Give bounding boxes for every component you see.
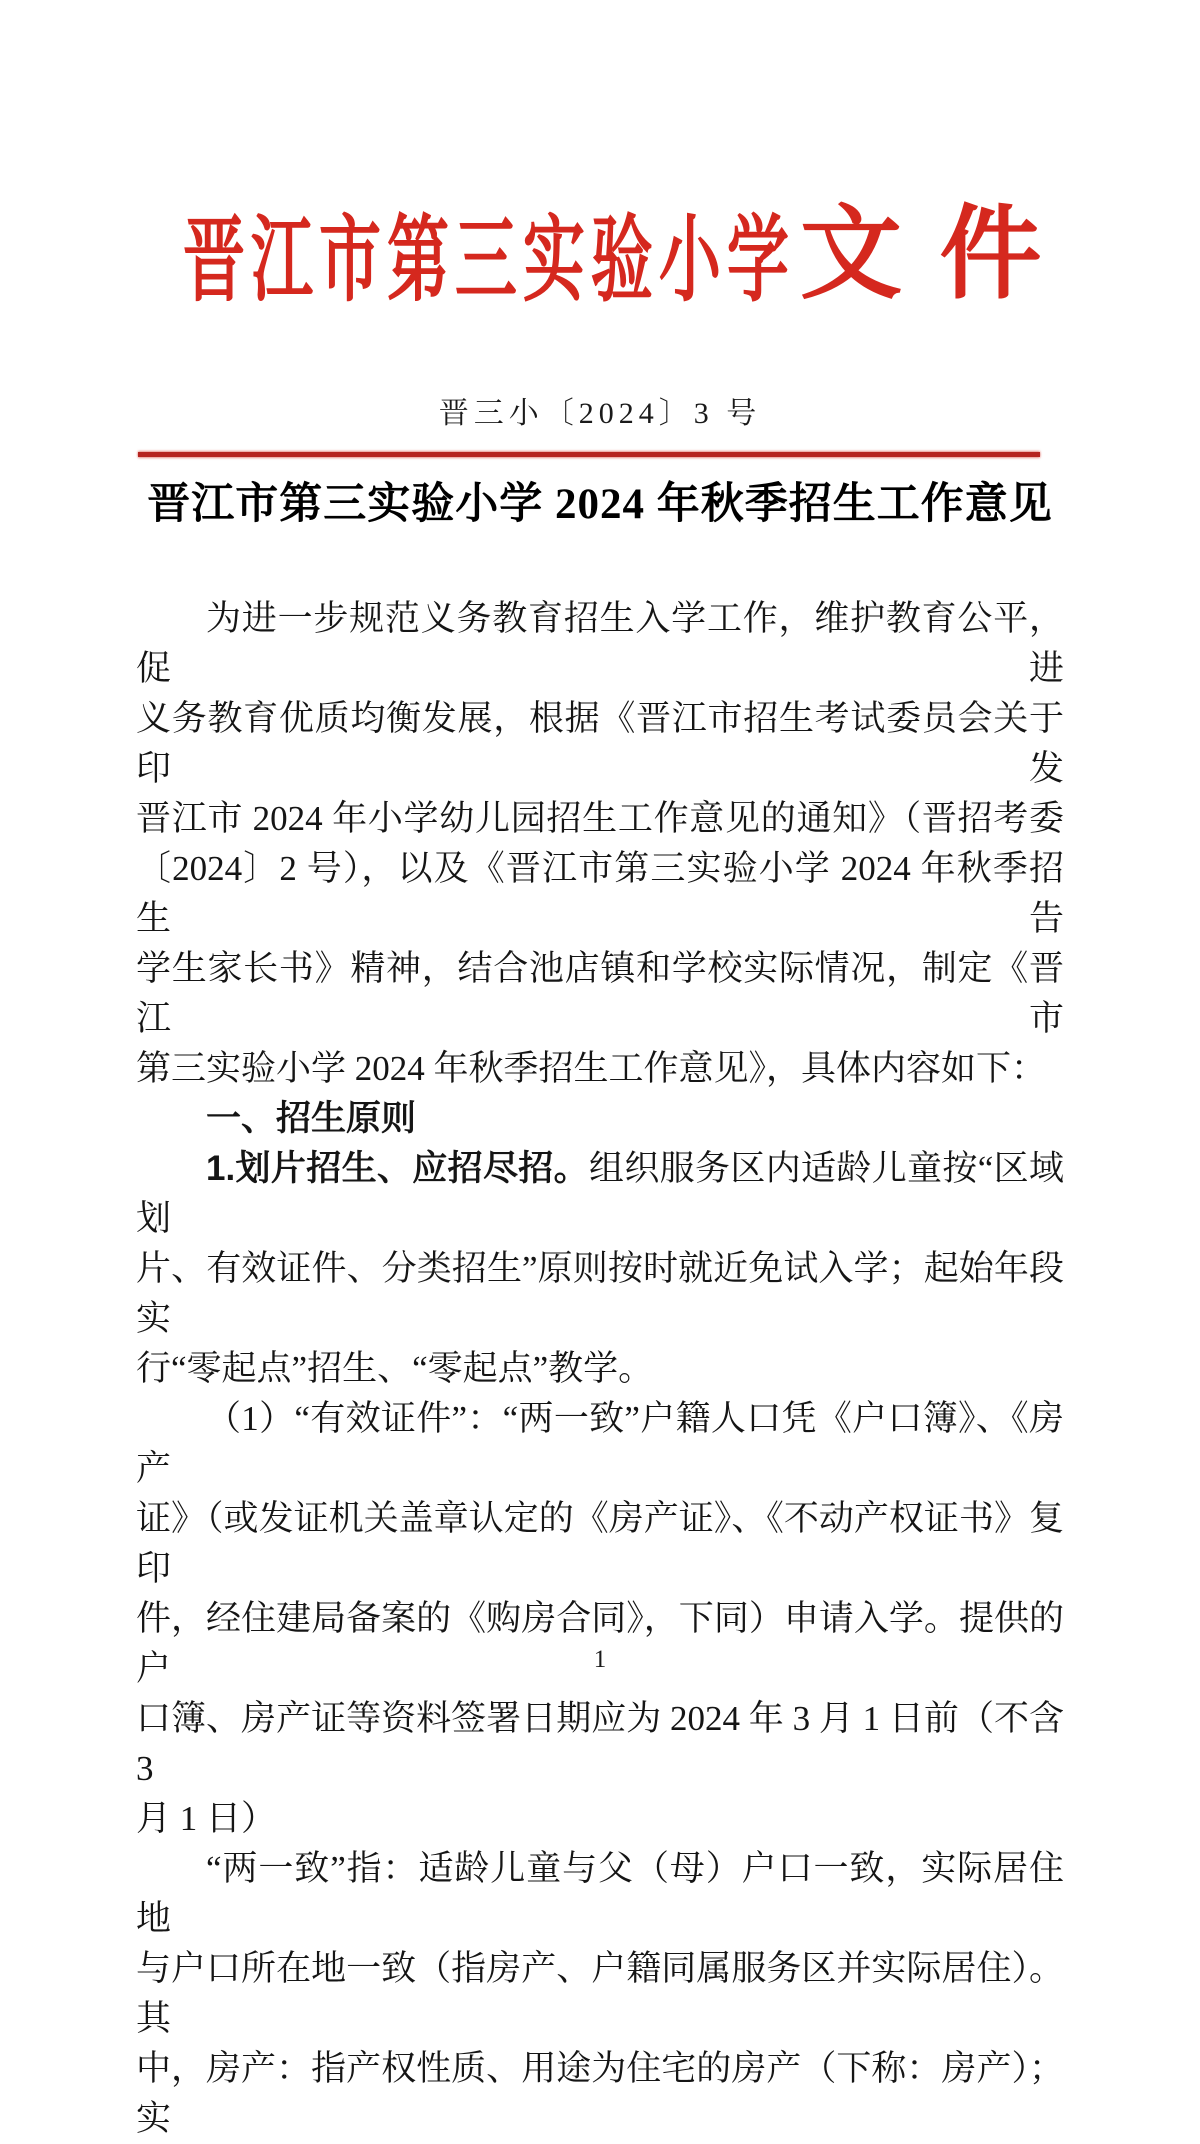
text-segment: 与户口所在地一致（指房产、户籍同属服务区并实际居住）。其 <box>136 1949 1064 2038</box>
text-segment: 组织服务区内适龄儿童按“区域划 <box>136 1149 1064 1238</box>
text-line <box>136 1694 1064 1794</box>
text-segment: 月 1 日） <box>136 1799 277 1838</box>
red-divider <box>138 452 1040 457</box>
text-segment: 行“零起点”招生、“零起点”教学。 <box>136 1349 654 1388</box>
emphasis-text: 1.划片招生、应招尽招。 <box>206 1149 589 1188</box>
paragraph <box>136 1844 1064 2144</box>
text-line <box>136 1794 1064 1844</box>
text-line <box>136 1344 1064 1394</box>
text-line <box>136 694 1064 794</box>
text-line <box>136 1844 1064 1944</box>
paragraph <box>136 594 1064 1094</box>
text-segment: 中，房产：指产权性质、用途为住宅的房产（下称：房产）；实 <box>136 2049 1064 2138</box>
text-line <box>136 1494 1064 1594</box>
text-line <box>136 944 1064 1044</box>
document-title: 晋江市第三实验小学 2024 年秋季招生工作意见 <box>147 481 1053 528</box>
text-segment: 件，经住建局备案的《购房合同》，下同）申请入学。提供的户 <box>136 1599 1064 1688</box>
text-segment: 为进一步规范义务教育招生入学工作，维护教育公平，促进 <box>136 599 1064 688</box>
text-segment: 晋江市 2024 年小学幼儿园招生工作意见的通知》（晋招考委 <box>136 799 1064 838</box>
text-segment: “两一致”指：适龄儿童与父（母）户口一致，实际居住地 <box>136 1849 1064 1938</box>
text-segment: 片、有效证件、分类招生”原则按时就近免试入学；起始年段实 <box>136 1249 1064 1338</box>
text-line <box>136 1244 1064 1344</box>
page-number: 1 <box>593 1646 607 1673</box>
text-segment: 第三实验小学 2024 年秋季招生工作意见》，具体内容如下： <box>136 1049 1047 1088</box>
text-segment: 口簿、房产证等资料签署日期应为 2024 年 3 月 1 日前（不含 3 <box>136 1699 1064 1788</box>
text-segment: （1）“有效证件”：“两一致”户籍人口凭《户口簿》、《房产 <box>136 1399 1064 1488</box>
text-segment: 〔2024〕2 号），以及《晋江市第三实验小学 2024 年秋季招生告 <box>136 849 1064 938</box>
text-line <box>136 1944 1064 2044</box>
doc-type-label: 文 件 <box>800 199 1048 312</box>
text-line <box>136 1094 1064 1144</box>
paragraph <box>136 1144 1064 1394</box>
paragraph <box>136 1394 1064 1844</box>
text-segment: 学生家长书》精神，结合池店镇和学校实际情况，制定《晋江市 <box>136 949 1064 1038</box>
text-line <box>136 844 1064 944</box>
emphasis-text: 一、招生原则 <box>206 1099 417 1138</box>
text-line <box>136 594 1064 694</box>
document-body <box>136 594 1064 2144</box>
text-line <box>136 1394 1064 1494</box>
org-name-text: 晋江市第三实验小学 <box>183 209 795 313</box>
text-segment: 证》（或发证机关盖章认定的《房产证》、《不动产权证书》复印 <box>136 1499 1064 1588</box>
section-heading <box>136 1094 1064 1144</box>
doc-number: 晋三小〔2024〕3 号 <box>438 397 762 430</box>
text-segment: 义务教育优质均衡发展，根据《晋江市招生考试委员会关于印发 <box>136 699 1064 788</box>
text-line <box>136 1144 1064 1244</box>
text-line <box>136 794 1064 844</box>
text-line <box>136 1594 1064 1694</box>
text-line <box>136 2044 1064 2144</box>
text-line <box>136 1044 1064 1094</box>
